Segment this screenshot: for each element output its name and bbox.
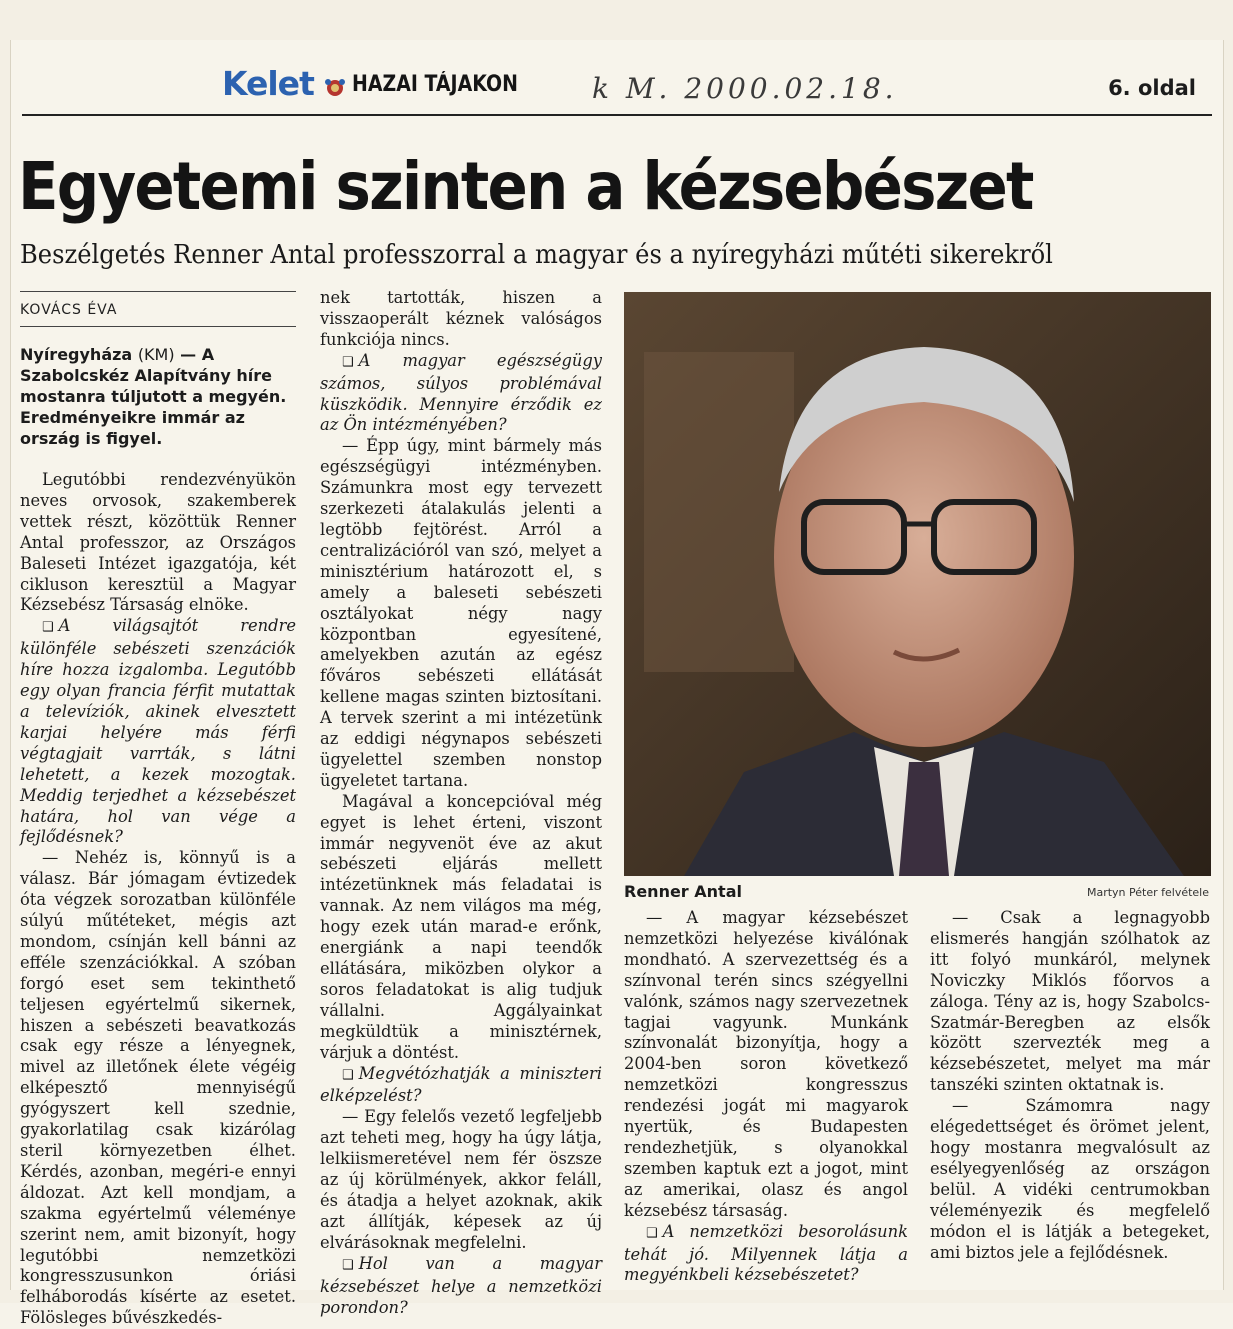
question-box-icon: ❑ [646, 1225, 658, 1241]
lead-place: Nyíregyháza [20, 345, 133, 364]
article-paragraph [320, 436, 602, 791]
lead-text: — A Szabolcskéz Alapítvány híre mostanra túljutott a megyén. Eredményeikre immár az ország is figyel. [20, 345, 287, 448]
paragraph-text: Magával a koncepcióval még egyet is lehet érteni, viszont immár negyvenöt éve az akut sebészeti eljárás mellett intézetünknek más feladatai is vannak. Az nem világos ma még, hogy ezek után marad-e erőnk, energiánk a napi teendők ellátására, miközben olykor a soros feladatokat is alig tudjuk vállalni. Aggályainkat megküldtük a minisztérnek, várjuk a döntést. [320, 791, 602, 1062]
portrait-photo [624, 292, 1211, 876]
question-box-icon: ❑ [342, 1257, 354, 1273]
article-paragraph [20, 470, 296, 616]
paragraph-text: — Nehéz is, könnyű is a válasz. Bár jómagam évtizedek óta végzek sorozatban különféle súlyú műtéteket, mégis azt mondom, csínján kell bánni az efféle szenzációkkal. A szóban forgó eset sem tekinthető teljesen egyértelmű sikernek, hiszen a sebészeti beavatkozás csak egy része a lényegnek, mivel az illetőnek élete végéig elképesztő mennyiségű gyógyszert kell szednie, gyakorlatilag csak kizárólag steril környezetben élhet. Kérdés, azonban, megéri-e ennyi áldozat. Azt kell mondjam, a szakma egyértelmű véleménye szerint nem, amit bizonyít, hogy legutóbbi nemzetközi kongresszusunkon óriási felháborodás kísérte az esetet. Fölösleges bűvészkedés- [20, 848, 296, 1328]
paragraph-text: nek tartották, hiszen a visszaoperált kéznek valóságos funkciója nincs. [320, 288, 602, 349]
question-box-icon: ❑ [342, 354, 354, 370]
article-column-2 [320, 288, 602, 1318]
brand-logo: Kelet [222, 64, 314, 103]
question-box-icon: ❑ [42, 620, 54, 636]
paragraph-text: — Számomra nagy elégedettséget és örömet jelent, hogy mostanra megvalósult az esélyegyenlőség az országon belül. A vidéki centrumokban véleményezik és megfelelő módon el is látják a betegeket, ami biztos jele a fejlődésnek. [930, 1096, 1210, 1262]
lead-paragraph [20, 344, 296, 449]
article-paragraph [930, 1096, 1210, 1263]
article-column-4 [930, 908, 1210, 1263]
paragraph-text: — Csak a legnagyobb elismerés hangján szólhatok az itt folyó munkáról, melynek Noviczky Miklós főorvos a záloga. Tény az is, hogy Szabolcs-Szatmár-Beregben az elsők között szervezték meg a kézsebészetet, melyet ma már tanszéki szinten oktatnak is. [930, 908, 1210, 1095]
handwritten-date: k M. 2000.02.18. [592, 72, 898, 105]
headline: Egyetemi szinten a kézsebészet [18, 148, 1033, 225]
interview-question [624, 1222, 908, 1287]
question-box-icon: ❑ [342, 1067, 354, 1083]
article-paragraph [320, 1107, 602, 1253]
paragraph-text: Legutóbbi rendezvényükön neves orvosok, szakemberek vettek részt, közöttük Renner Antal professzor, az Országos Baleseti Intézet igazgatója, két cikluson keresztül a Magyar Kézsebész Társaság elnöke. [20, 470, 296, 615]
paragraph-text: A magyar egészségügy számos, súlyos problémával küszködik. Mennyire érződik ez az Ön intézményében? [320, 350, 602, 435]
paragraph-text: — Épp úgy, mint bármely más egészségügyi intézményben. Számunkra most egy tervezett szerkezeti átalakulás jelenti a legtöbb fejtörést. Arról a centralizációról van szó, melyet a minisztérium határozott el, s amely a baleseti sebészeti osztályokat négy nagy központban egyesítené, amelyekben azután az egész főváros sebészeti ellátását kellene magas szinten biztosítani. A tervek szerint a mi intézetünk az eddigi négynapos sebészeti ügyelettel szemben nonstop ügyeletet tartana. [320, 436, 602, 790]
interview-question [320, 1064, 602, 1108]
paragraph-text: A nemzetközi besorolásunk tehát jó. Milyennek látja a megyénkbeli kézsebészetet? [624, 1221, 908, 1285]
byline: KOVÁCS ÉVA [20, 302, 118, 318]
photo-caption: Renner Antal [624, 882, 742, 901]
photo-credit: Martyn Péter felvétele [1086, 886, 1209, 899]
paragraph-text: Megvétózhatják a miniszteri elképzelést? [320, 1063, 602, 1106]
article-paragraph [320, 288, 602, 351]
byline-divider-bottom [20, 326, 296, 327]
article-paragraph [320, 792, 602, 1064]
subheadline: Beszélgetés Renner Antal professzorral a magyar és a nyíregyházi műtéti sikerekről [20, 240, 1053, 270]
paragraph-text: — Egy felelős vezető legfeljebb azt teheti meg, hogy ha úgy látja, lelkiismeretével nem fér öszsze az új körülmények, akkor feláll, és átadja a helyet azoknak, akik azt állítják, képesek az új elvárásoknak megfelelni. [320, 1107, 602, 1252]
crest-icon [324, 78, 346, 98]
article-column-3 [624, 908, 908, 1286]
article-column-1 [20, 470, 296, 1329]
lead-source: (KM) [137, 345, 175, 364]
interview-question [320, 351, 602, 437]
section-title: HAZAI TÁJAKON [352, 72, 518, 97]
interview-question [320, 1254, 602, 1319]
article-paragraph [624, 908, 908, 1222]
paragraph-text: A világsajtót rendre különféle sebészeti szenzációk híre hozza izgalomba. Legutóbb egy olyan francia férfit mutattak a televíziók, akinek elvesztett karjai helyére más férfi végtagjait varrták, s látni lehetett, a kezek mozogtak. Meddig terjedhet a kézsebészet határa, hol van vége a fejlődésnek? [20, 616, 296, 847]
byline-divider-top [20, 291, 296, 292]
article-paragraph [20, 848, 296, 1329]
header-divider [22, 114, 1212, 116]
paragraph-text: — A magyar kézsebészet nemzetközi helyezése kiválónak mondható. A szervezettség és a színvonal terén sincs szégyellni valónk, számos nagy szervezetnek tagjai vagyunk. Munkánk színvonalát bizonyítja, hogy a 2004-ben soron következő nemzetközi kongresszus rendezési jogát mi magyarok nyertük, és Budapesten rendezhetjük, s olyanokkal szemben kaptuk ezt a jogot, mint az amerikai, olasz és angol kézsebész társaság. [624, 908, 908, 1220]
page-header [22, 64, 1212, 114]
interview-question [20, 616, 296, 848]
article-paragraph [930, 908, 1210, 1096]
page-number: 6. oldal [1108, 76, 1196, 100]
paragraph-text: Hol van a magyar kézsebészet helye a nemzetközi porondon? [320, 1253, 602, 1317]
